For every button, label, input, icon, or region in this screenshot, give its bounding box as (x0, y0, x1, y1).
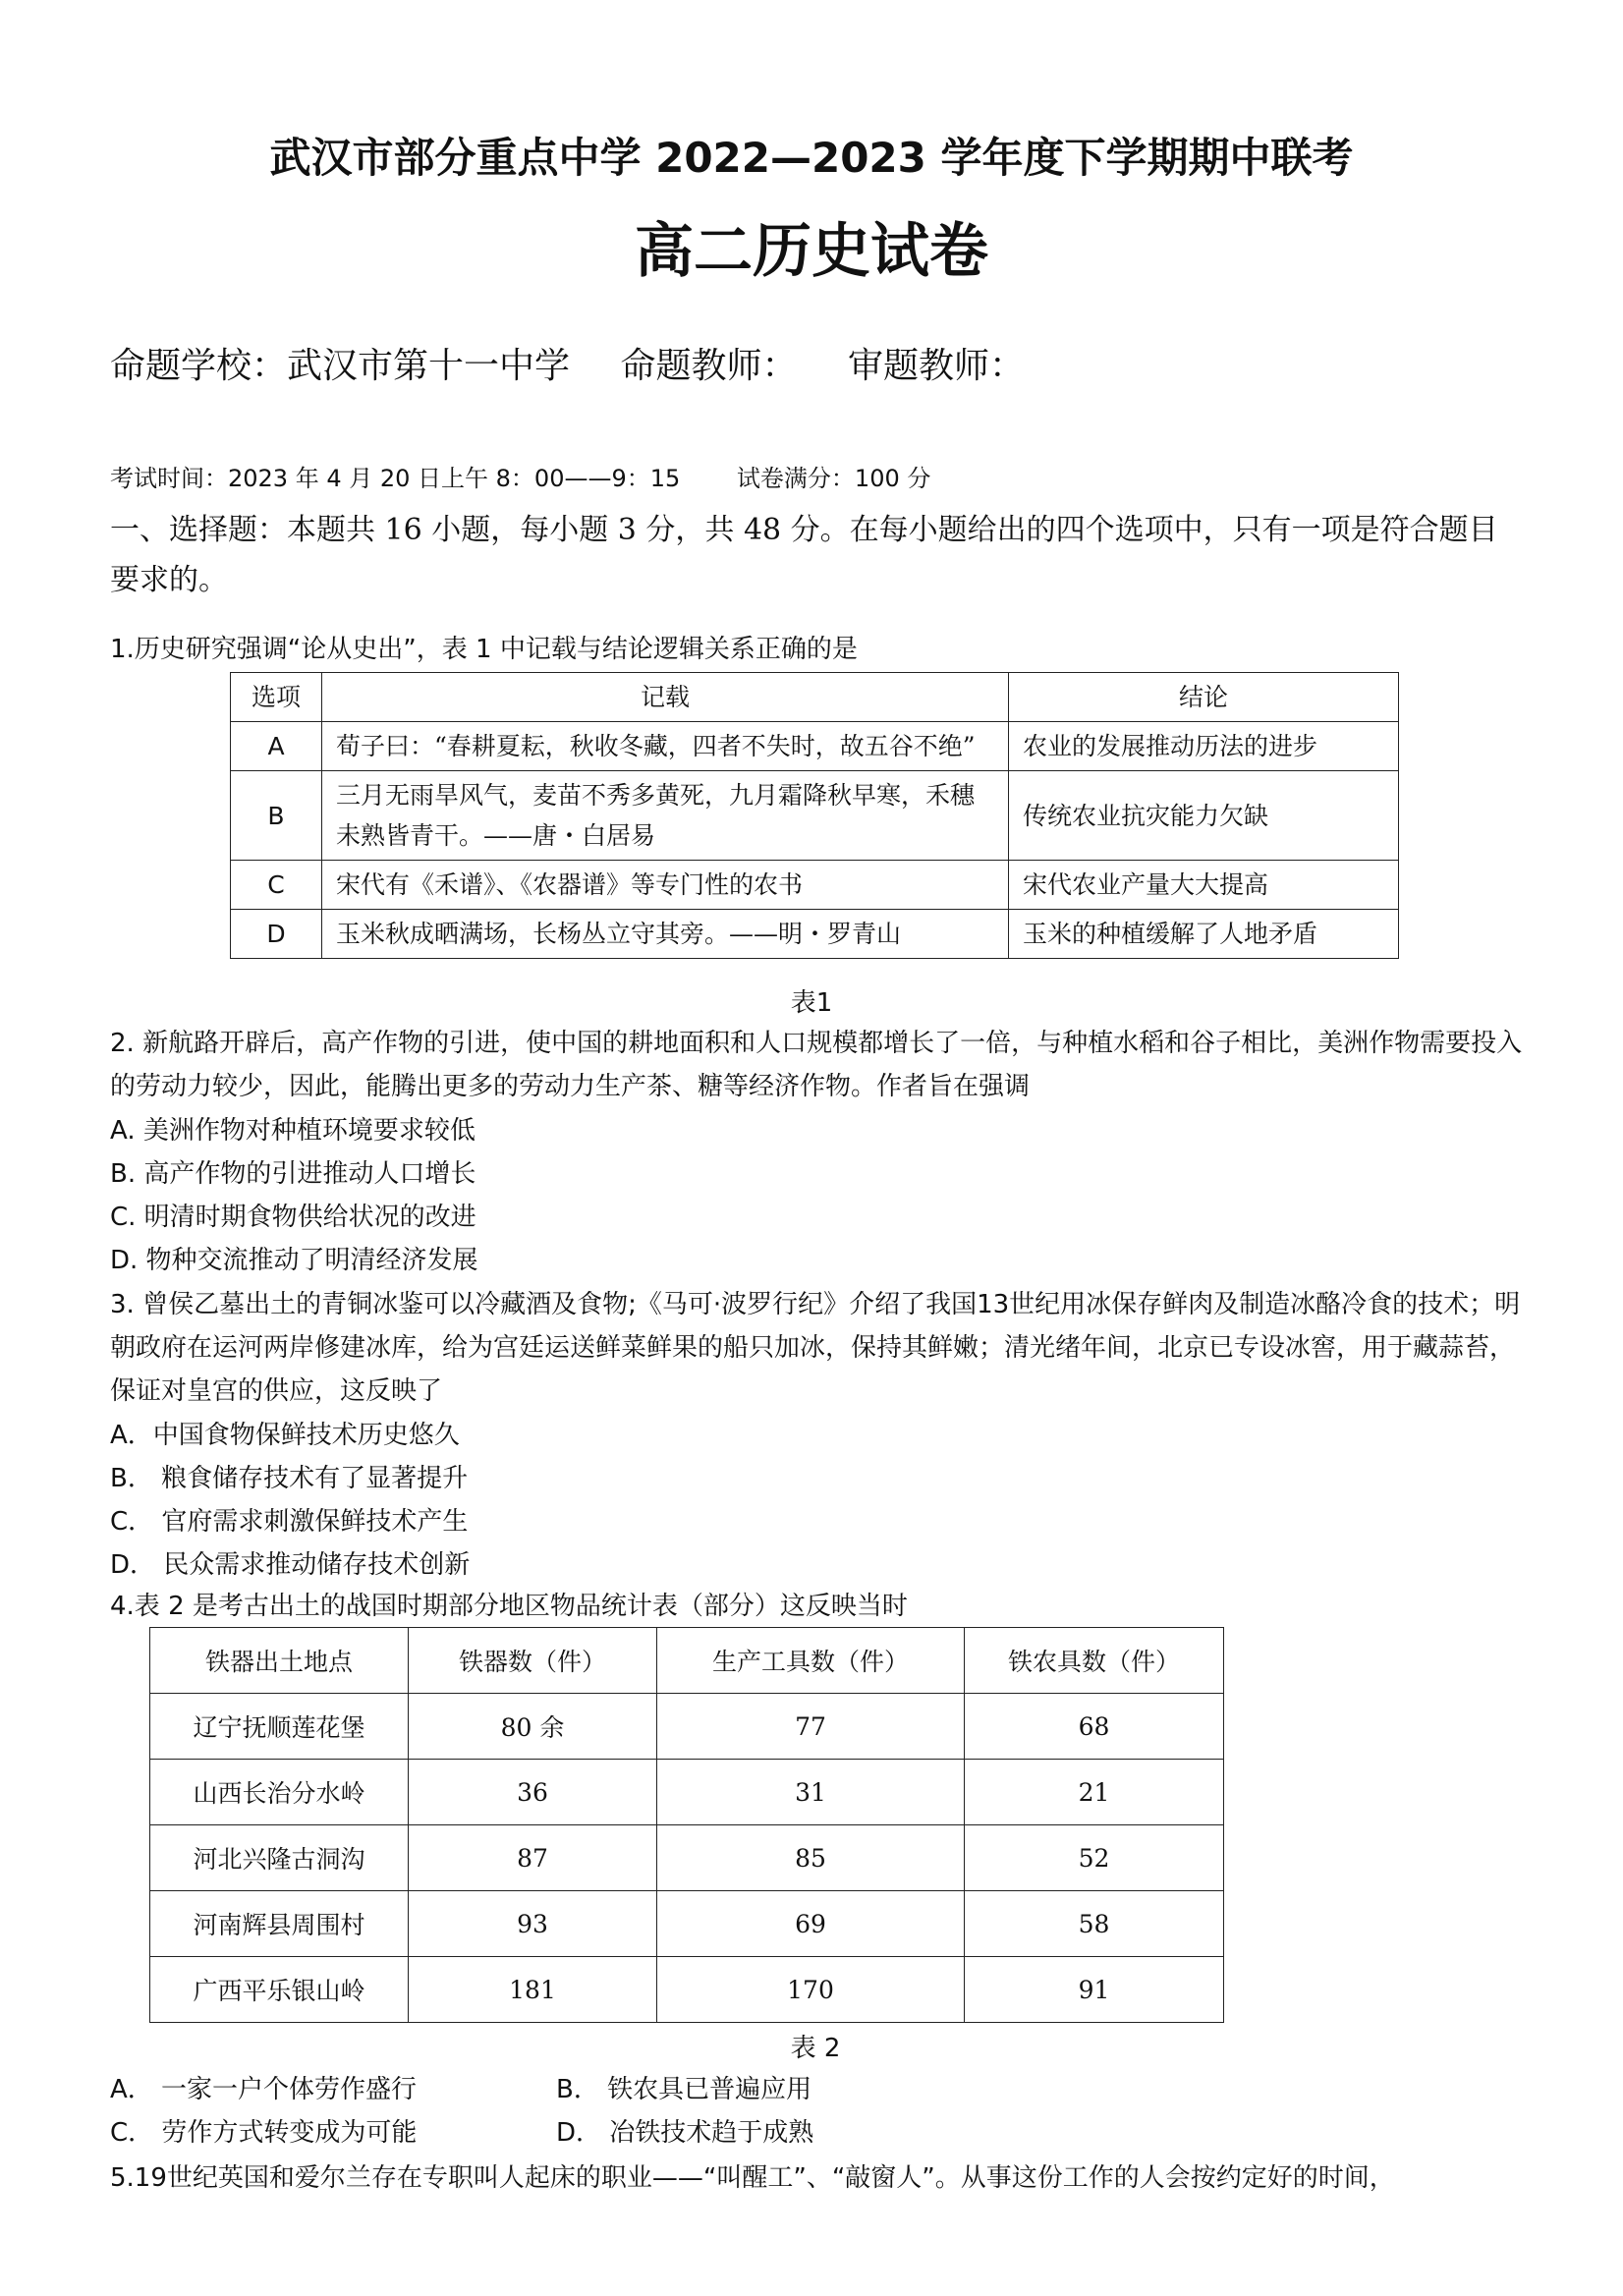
exam-info (110, 459, 930, 493)
option-cell: C (231, 861, 322, 910)
iron-count-cell: 93 (409, 1891, 657, 1957)
reviewer-teacher: 审题教师： (847, 346, 1025, 386)
question-2-option-a: A. 美洲作物对种植环境要求较低 (110, 1116, 476, 1146)
place-cell: 山西长治分水岭 (150, 1760, 409, 1825)
question-5-stem: 5.19世纪英国和爱尔兰存在专职叫人起床的职业——“叫醒工”、“敲窗人”。从事这份工作的人会按约定好的时间， (110, 2163, 1395, 2193)
conclusion-cell: 宋代农业产量大大提高 (1009, 861, 1399, 910)
option-cell: A (231, 722, 322, 771)
conclusion-cell: 农业的发展推动历法的进步 (1009, 722, 1399, 771)
tool-count-cell: 31 (657, 1760, 965, 1825)
question-2-stem: 2. 新航路开辟后，高产作物的引进，使中国的耕地面积和人口规模都增长了一倍，与种植水稻和谷子相比，美洲作物需要投入的劳动力较少，因此，能腾出更多的劳动力生产茶、糖等经济作物。作者旨在强调 (110, 1029, 1523, 1101)
section-heading: 一、选择题：本题共 16 小题，每小题 3 分，共 48 分。在每小题给出的四个选项中，只有一项是符合题目要求的。 (110, 513, 1498, 597)
exam-time: 考试时间：2023 年 4 月 20 日上午 8：00——9：15 (110, 465, 681, 492)
question-3-option-d: D． 民众需求推动储存技术创新 (110, 1550, 471, 1580)
question-3-option-a: A．中国食物保鲜技术历史悠久 (110, 1421, 460, 1450)
iron-count-cell: 80 余 (409, 1694, 657, 1760)
table-row (150, 1957, 1224, 2023)
table-header: 结论 (1009, 673, 1399, 722)
farm-tool-count-cell: 21 (965, 1760, 1224, 1825)
farm-tool-count-cell: 91 (965, 1957, 1224, 2023)
question-1-stem: 1.历史研究强调“论从史出”，表 1 中记载与结论逻辑关系正确的是 (110, 635, 858, 664)
place-cell: 辽宁抚顺莲花堡 (150, 1694, 409, 1760)
record-cell: 荀子曰：“春耕夏耘，秋收冬藏，四者不失时，故五谷不绝” (322, 722, 1009, 771)
table-1-caption: 表1 (790, 988, 833, 1018)
table-header-row (231, 673, 1399, 722)
tool-count-cell: 69 (657, 1891, 965, 1957)
question-2-option-c: C. 明清时期食物供给状况的改进 (110, 1203, 476, 1232)
place-cell: 河北兴隆古洞沟 (150, 1825, 409, 1891)
table-1 (230, 672, 1399, 959)
tool-count-cell: 85 (657, 1825, 965, 1891)
farm-tool-count-cell: 52 (965, 1825, 1224, 1891)
exam-subtitle: 高二历史试卷 (635, 217, 988, 286)
table-row (150, 1825, 1224, 1891)
conclusion-cell: 玉米的种植缓解了人地矛盾 (1009, 910, 1399, 959)
table-row (150, 1694, 1224, 1760)
table-header: 铁农具数（件） (965, 1628, 1224, 1694)
table-2-caption: 表 2 (790, 2034, 841, 2063)
conclusion-cell: 传统农业抗灾能力欠缺 (1009, 771, 1399, 861)
farm-tool-count-cell: 58 (965, 1891, 1224, 1957)
question-2-option-d: D. 物种交流推动了明清经济发展 (110, 1246, 478, 1275)
table-header: 铁器出土地点 (150, 1628, 409, 1694)
question-4-stem: 4.表 2 是考古出土的战国时期部分地区物品统计表（部分）这反映当时 (110, 1592, 908, 1621)
iron-count-cell: 181 (409, 1957, 657, 2023)
question-2-option-b: B. 高产作物的引进推动人口增长 (110, 1159, 476, 1189)
farm-tool-count-cell: 68 (965, 1694, 1224, 1760)
place-cell: 河南辉县周围村 (150, 1891, 409, 1957)
setter-school: 命题学校：武汉市第十一中学 (110, 346, 571, 386)
full-score: 试卷满分：100 分 (736, 465, 931, 492)
question-3-stem: 3. 曾侯乙墓出土的青铜冰鉴可以冷藏酒及食物;《马可·波罗行纪》介绍了我国13世纪用冰保存鲜肉及制造冰酪冷食的技术；明朝政府在运河两岸修建冰库，给为宫廷运送鲜菜鲜果的船只加冰，保持其鲜嫩；清光绪年间，北京已专设冰窖，用于藏蒜苔，保证对皇宫的供应，这反映了 (110, 1290, 1521, 1406)
table-row (231, 910, 1399, 959)
question-4-option-a: A． 一家一户个体劳作盛行 (110, 2075, 418, 2104)
table-row (231, 771, 1399, 861)
tool-count-cell: 170 (657, 1957, 965, 2023)
record-cell: 玉米秋成晒满场，长杨丛立守其旁。——明・罗青山 (322, 910, 1009, 959)
option-cell: D (231, 910, 322, 959)
exam-meta (110, 338, 1064, 388)
question-4-option-d: D． 冶铁技术趋于成熟 (556, 2118, 814, 2148)
place-cell: 广西平乐银山岭 (150, 1957, 409, 2023)
table-header: 生产工具数（件） (657, 1628, 965, 1694)
table-row (150, 1760, 1224, 1825)
table-header: 铁器数（件） (409, 1628, 657, 1694)
table-header: 记载 (322, 673, 1009, 722)
table-header: 选项 (231, 673, 322, 722)
question-4-option-c: C． 劳作方式转变成为可能 (110, 2118, 418, 2148)
setter-teacher: 命题教师： (620, 346, 798, 386)
iron-count-cell: 36 (409, 1760, 657, 1825)
table-row (231, 861, 1399, 910)
iron-count-cell: 87 (409, 1825, 657, 1891)
exam-title: 武汉市部分重点中学 2022—2023 学年度下学期期中联考 (269, 134, 1354, 182)
record-cell: 三月无雨旱风气，麦苗不秀多黄死，九月霜降秋早寒，禾穗未熟皆青干。——唐・白居易 (322, 771, 1009, 861)
table-2 (149, 1627, 1224, 2023)
question-4-option-b: B． 铁农具已普遍应用 (556, 2075, 812, 2104)
table-header-row (150, 1628, 1224, 1694)
table-row (150, 1891, 1224, 1957)
option-cell: B (231, 771, 322, 861)
table-row (231, 722, 1399, 771)
record-cell: 宋代有《禾谱》、《农器谱》等专门性的农书 (322, 861, 1009, 910)
question-3-option-b: B． 粮食储存技术有了显著提升 (110, 1464, 469, 1493)
tool-count-cell: 77 (657, 1694, 965, 1760)
question-3-option-c: C． 官府需求刺激保鲜技术产生 (110, 1507, 469, 1537)
